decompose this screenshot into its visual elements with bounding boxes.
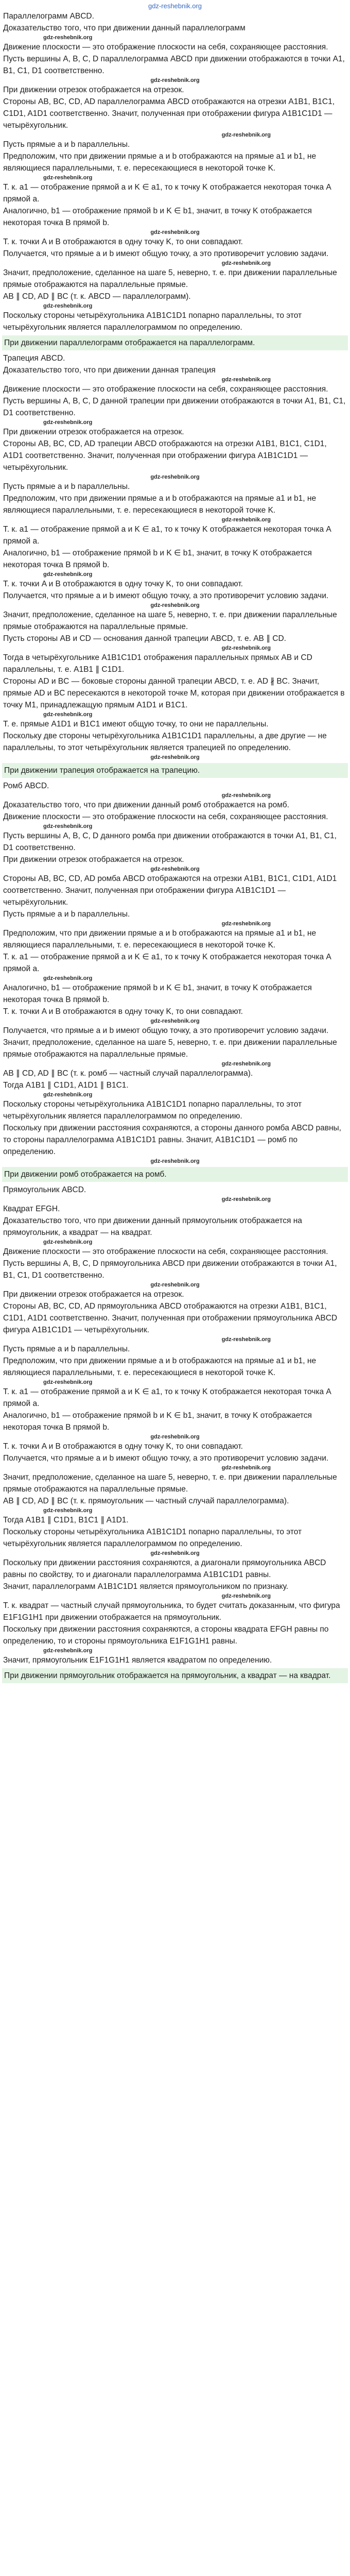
text-line: Стороны AB, BC, CD, AD прямоугольника ABCD отображаются на отрезки A1B1, B1C1, C1D1, A1D1 соответственно. Значит, полученная при отображении прямоугольника ABCD фигура A1B1C1D1 — четырёхугольник. (3, 1302, 338, 1334)
text-line: Предположим, что при движении прямые a и b отображаются на прямые a1 и b1, не являющиеся параллельными, т. е. пересекающиеся в некоторой точке K. (3, 494, 317, 515)
watermark: gdz-reshebnik.org (150, 1434, 200, 1440)
text-line: Значит, предположение, сделанное на шаге 5, неверно, т. е. при движении параллельные прямые отображаются на параллельные прямые. (3, 268, 337, 289)
text-line: Доказательство того, что при движении данная трапеция (3, 366, 216, 375)
text-line: Пусть прямые a и b параллельны. (3, 1345, 130, 1353)
text-line: Т. к. точки A и B отображаются в одну точку K, то они совпадают. (3, 1442, 243, 1451)
text-line: Получается, что прямые a и b имеют общую точку, а это противоречит условию задачи. (3, 591, 329, 600)
text-line: Значит, предположение, сделанное на шаге 5, неверно, т. е. при движении параллельные прямые отображаются на параллельные прямые. (3, 1473, 337, 1494)
text-line: Аналогично, b1 — отображение прямой b и K ∈ b1, значит, в точку K отображается некоторая точка B прямой b. (3, 207, 312, 227)
text-line: Поскольку стороны четырёхугольника A1B1C1D1 попарно параллельны, то этот четырёхугольник является параллелограммом по определению. (3, 311, 302, 332)
text-line: Тогда A1B1 ∥ C1D1, A1D1 ∥ B1C1. (3, 1081, 129, 1090)
section-conclusion: При движении трапеция отображается на трапецию. (2, 763, 348, 778)
text-line: Тогда в четырёхугольнике A1B1C1D1 отображения параллельных прямых AB и CD параллельны, т. е. A1B1 ∥ C1D1. (3, 653, 312, 674)
watermark: gdz-reshebnik.org (150, 229, 200, 235)
text-line: Пусть прямые a и b параллельны. (3, 482, 130, 491)
watermark: gdz-reshebnik.org (221, 921, 271, 927)
watermark: gdz-reshebnik.org (150, 1158, 200, 1164)
text-line: Предположим, что при движении прямые a и b отображаются на прямые a1 и b1, не являющиеся параллельными, т. е. пересекающиеся в некоторой точке K. (3, 929, 317, 950)
watermark: gdz-reshebnik.org (43, 823, 93, 829)
text-line: Т. к. a1 — отображение прямой a и K ∈ a1, то к точку K отображается некоторая точка A прямой a. (3, 525, 331, 546)
text-line: Стороны AB, BC, CD, AD параллелограмма ABCD отображаются на отрезки A1B1, B1C1, C1D1, A1D1 соответственно. Значит, полученная при отображении фигура A1B1C1D1 — четырёхугольник. (3, 97, 335, 130)
watermark: gdz-reshebnik.org (221, 645, 271, 651)
watermark: gdz-reshebnik.org (221, 260, 271, 266)
text-line: Значит, параллелограмм A1B1C1D1 является прямоугольником по признаку. (3, 1582, 289, 1591)
text-line: Пусть вершины A, B, C, D параллелограмма ABCD при движении отображаются в точки A1, B1, C1, D1 соответственно. (3, 55, 345, 75)
text-line: При движении отрезок отображается на отрезок. (3, 428, 184, 436)
text-line: При движении отрезок отображается на отрезок. (3, 855, 184, 864)
text-line: Т. е. прямые A1D1 и B1C1 имеют общую точку, то они не параллельны. (3, 720, 269, 728)
text-line: Тогда A1B1 ∥ C1D1, B1C1 ∥ A1D1. (3, 1516, 129, 1524)
text-line: Пусть прямые a и b параллельны. (3, 140, 130, 149)
text-line: Т. к. точки A и B отображаются в одну точку K, то они совпадают. (3, 238, 243, 246)
watermark: gdz-reshebnik.org (221, 1196, 271, 1202)
text-line: Доказательство того, что при движении данный ромб отображается на ромб. (3, 801, 289, 809)
text-line: Стороны AD и BC — боковые стороны данной трапеции ABCD, т. е. AD ∦ BC. Значит, прямые AD и BC пересекаются в некоторой точке M, которая при движении отображается в точку M1, принадлежащую прямым A1D1 и B1C1. (3, 677, 345, 709)
text-line: AB ∥ CD, AD ∥ BC (т. к. ромб — частный случай параллелограмма). (3, 1069, 253, 1078)
section-conclusion: При движении ромб отображается на ромб. (2, 1167, 348, 1182)
text-line: Получается, что прямые a и b имеют общую точку, а это противоречит условию задачи. (3, 249, 329, 258)
text-line: Квадрат EFGH. (3, 1205, 60, 1213)
watermark: gdz-reshebnik.org (150, 1282, 200, 1288)
text-line: Получается, что прямые a и b имеют общую точку, а это противоречит условию задачи. (3, 1454, 329, 1463)
watermark: gdz-reshebnik.org (43, 1092, 93, 1098)
watermark: gdz-reshebnik.org (43, 1648, 93, 1654)
watermark: gdz-reshebnik.org (43, 1507, 93, 1514)
text-line: Получается, что прямые a и b имеют общую точку, а это противоречит условию задачи. (3, 1026, 329, 1035)
site-link[interactable]: gdz-reshebnik.org (148, 2, 202, 10)
watermark: gdz-reshebnik.org (221, 1465, 271, 1471)
text-line: Значит, предположение, сделанное на шаге 5, неверно, т. е. при движении параллельные прямые отображаются на параллельные прямые. (3, 1038, 337, 1059)
watermark: gdz-reshebnik.org (150, 602, 200, 608)
text-line: Пусть вершины A, B, C, D прямоугольника ABCD при движении отображаются в точки A1, B1, C1, D1 соответственно. (3, 1259, 337, 1280)
watermark: gdz-reshebnik.org (221, 1336, 271, 1343)
text-line: Пусть вершины A, B, C, D данного ромба при движении отображаются в точки A1, B1, C1, D1 соответственно. (3, 832, 337, 852)
text-line: Т. к. квадрат — частный случай прямоугольника, то будет считать доказанным, что фигура E1F1G1H1 при движении отображается на прямоугольник. (3, 1601, 340, 1622)
text-line: Т. к. точки A и B отображаются в одну точку K, то они совпадают. (3, 1007, 243, 1016)
text-line: Прямоугольник ABCD. (3, 1185, 86, 1194)
text-line: Поскольку стороны четырёхугольника A1B1C1D1 попарно параллельны, то этот четырёхугольник является параллелограммом по определению. (3, 1528, 302, 1548)
text-line: AB ∥ CD, AD ∥ BC (т. к. прямоугольник — частный случай параллелограмма). (3, 1497, 289, 1505)
text-line: Движение плоскости — это отображение плоскости на себя, сохраняющее расстояния. (3, 43, 328, 52)
watermark: gdz-reshebnik.org (221, 792, 271, 799)
watermark: gdz-reshebnik.org (43, 175, 93, 181)
watermark: gdz-reshebnik.org (221, 377, 271, 383)
watermark: gdz-reshebnik.org (150, 1018, 200, 1024)
text-line: Значит, прямоугольник E1F1G1H1 является квадратом по определению. (3, 1656, 272, 1665)
section-conclusion: При движении параллелограмм отображается на параллелограмм. (2, 335, 348, 350)
watermark: gdz-reshebnik.org (43, 571, 93, 578)
watermark: gdz-reshebnik.org (150, 1550, 200, 1556)
section-conclusion: При движении прямоугольник отображается на прямоугольник, а квадрат — на квадрат. (2, 1668, 348, 1683)
text-line: Поскольку при движении расстояния сохраняются, а стороны данного ромба ABCD равны, то стороны параллелограмма A1B1C1D1 равны. Значит, A1B1C1D1 — ромб по определению. (3, 1124, 341, 1156)
watermark: gdz-reshebnik.org (43, 419, 93, 426)
text-line: Аналогично, b1 — отображение прямой b и K ∈ b1, значит, в точку K отображается некоторая точка B прямой b. (3, 549, 312, 569)
watermark: gdz-reshebnik.org (221, 132, 271, 138)
solution-content (2, 10, 348, 1683)
text-line: Поскольку при движении расстояния сохраняются, а диагонали прямоугольника ABCD равны по свойству, то и диагонали параллелограмма A1B1C1D1 равны. (3, 1558, 326, 1579)
text-line: Т. к. a1 — отображение прямой a и K ∈ a1, то к точку K отображается некоторая точка A прямой a. (3, 183, 331, 204)
text-line: Аналогично, b1 — отображение прямой b и K ∈ b1, значит, в точку K отображается некоторая точка B прямой b. (3, 1411, 312, 1432)
text-line: Аналогично, b1 — отображение прямой b и K ∈ b1, значит, в точку K отображается некоторая точка B прямой b. (3, 984, 312, 1004)
text-line: Т. к. a1 — отображение прямой a и K ∈ a1, то к точку K отображается некоторая точка A прямой a. (3, 1387, 331, 1408)
watermark: gdz-reshebnik.org (43, 1239, 93, 1245)
watermark: gdz-reshebnik.org (221, 1061, 271, 1067)
watermark: gdz-reshebnik.org (150, 754, 200, 760)
text-line: Трапеция ABCD. (3, 354, 65, 363)
text-line: Пусть прямые a и b параллельны. (3, 910, 130, 919)
watermark: gdz-reshebnik.org (150, 77, 200, 83)
text-line: Пусть вершины A, B, C, D данной трапеции при движении отображаются в точки A1, B1, C1, D1 соответственно. (3, 397, 346, 417)
watermark: gdz-reshebnik.org (221, 1593, 271, 1599)
text-line: Доказательство того, что при движении данный прямоугольник отображается на прямоугольник, а квадрат — на квадрат. (3, 1216, 302, 1237)
text-line: Поскольку две стороны четырёхугольника A1B1C1D1 параллельны, а две другие — не параллельны, то этот четырёхугольник является трапецией по определению. (3, 732, 327, 752)
text-line: Т. к. точки A и B отображаются в одну точку K, то они совпадают. (3, 580, 243, 588)
text-line: Поскольку стороны четырёхугольника A1B1C1D1 попарно параллельны, то этот четырёхугольник является параллелограммом по определению. (3, 1100, 302, 1121)
text-line: Движение плоскости — это отображение плоскости на себя, сохраняющее расстояния. (3, 1247, 328, 1256)
watermark: gdz-reshebnik.org (43, 303, 93, 309)
text-line: Параллелограмм ABCD. (3, 12, 94, 21)
text-line: Т. к. a1 — отображение прямой a и K ∈ a1, то к точку K отображается некоторая точка A прямой a. (3, 953, 331, 973)
text-line: При движении отрезок отображается на отрезок. (3, 1290, 184, 1299)
watermark: gdz-reshebnik.org (43, 35, 93, 41)
text-line: Предположим, что при движении прямые a и b отображаются на прямые a1 и b1, не являющиеся параллельными, т. е. пересекающиеся в некоторой точке K. (3, 152, 317, 173)
site-header (2, 0, 348, 10)
text-line: При движении отрезок отображается на отрезок. (3, 86, 184, 94)
watermark: gdz-reshebnik.org (221, 517, 271, 523)
text-line: AB ∥ CD, AD ∥ BC (т. к. ABCD — параллелограмм). (3, 292, 191, 301)
watermark: gdz-reshebnik.org (43, 1379, 93, 1385)
watermark: gdz-reshebnik.org (43, 711, 93, 718)
text-line: Ромб ABCD. (3, 782, 49, 790)
text-line: Движение плоскости — это отображение плоскости на себя, сохраняющее расстояния. (3, 812, 328, 821)
text-line: Движение плоскости — это отображение плоскости на себя, сохраняющее расстояния. (3, 385, 328, 394)
text-line: Поскольку при движении расстояния сохраняются, а стороны квадрата EFGH равны по определению, то и стороны прямоугольника E1F1G1H1 равны. (3, 1625, 329, 1646)
watermark: gdz-reshebnik.org (43, 975, 93, 981)
text-line: Стороны AB, BC, CD, AD трапеции ABCD отображаются на отрезки A1B1, B1C1, C1D1, A1D1 соответственно. Значит, полученная при отображении фигура A1B1C1D1 — четырёхугольник. (3, 439, 327, 472)
text-line: Значит, предположение, сделанное на шаге 5, неверно, т. е. при движении параллельные прямые отображаются на параллельные прямые. (3, 611, 337, 631)
text-line: Предположим, что при движении прямые a и b отображаются на прямые a1 и b1, не являющиеся параллельными, т. е. пересекающиеся в некоторой точке K. (3, 1357, 317, 1377)
text-line: Стороны AB, BC, CD, AD ромба ABCD отображаются на отрезки A1B1, B1C1, C1D1, A1D1 соответственно. Значит, полученная при отображении фигура A1B1C1D1 — четырёхугольник. (3, 874, 337, 907)
text-line: Доказательство того, что при движении данный параллелограмм (3, 24, 246, 32)
watermark: gdz-reshebnik.org (150, 866, 200, 872)
text-line: Пусть стороны AB и CD — основания данной трапеции ABCD, т. е. AB ∥ CD. (3, 634, 286, 643)
watermark: gdz-reshebnik.org (150, 474, 200, 480)
